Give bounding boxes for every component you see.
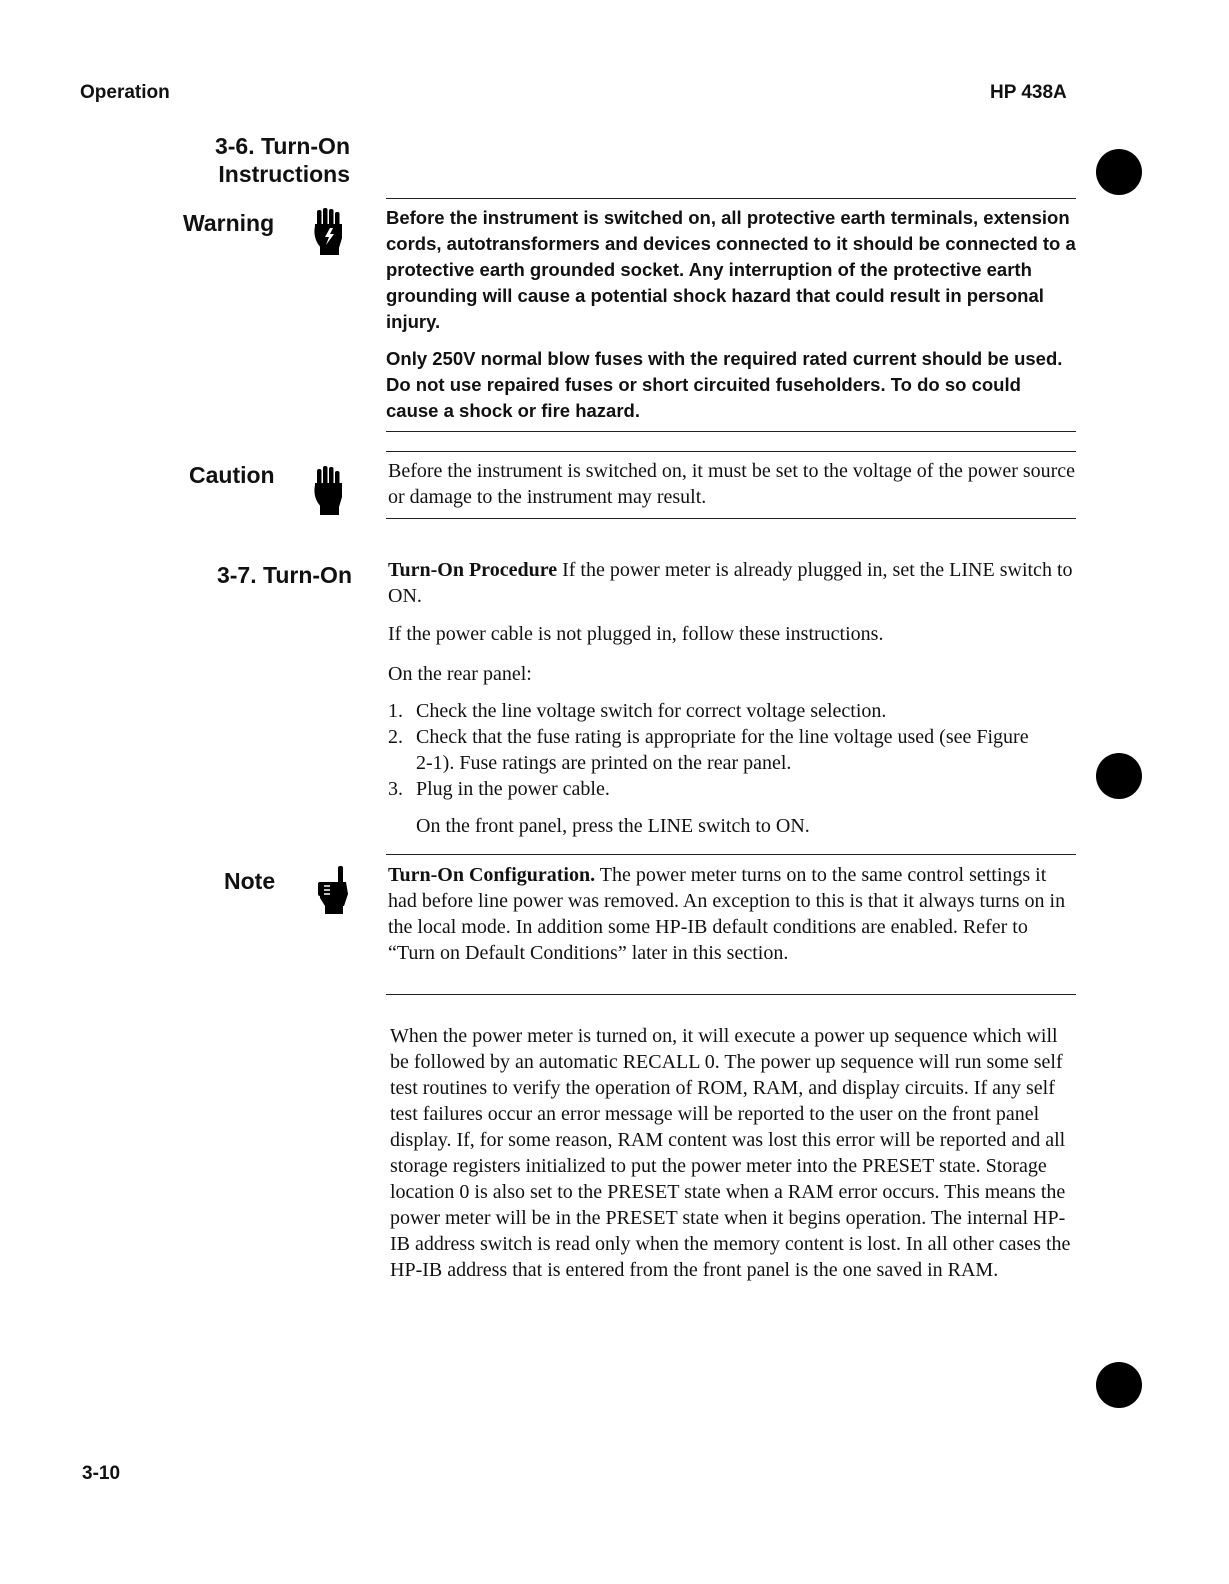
- note-paragraph: [388, 862, 1078, 966]
- section-title-line1: 3-6. Turn-On: [214, 133, 350, 159]
- running-header-model: HP 438A: [990, 82, 1067, 103]
- turn-on-procedure-paragraph: [388, 557, 1078, 609]
- warning-bottom-rule: [386, 431, 1076, 432]
- caution-bottom-rule: [386, 518, 1076, 519]
- note-heading: Turn-On Configuration.: [388, 864, 596, 886]
- warning-top-rule: [386, 198, 1076, 199]
- section-3-7-title: 3-7. Turn-On: [216, 562, 352, 588]
- binder-hole-top: [1096, 149, 1142, 195]
- warning-paragraph-2: Only 250V normal blow fuses with the required rated current should be used. Do not use repaired fuses or short circuited fuseholders. To do so could cause a shock or fire hazard.: [386, 348, 1063, 421]
- power-up-sequence-paragraph: When the power meter is turned on, it will execute a power up sequence which will be followed by an automatic RECALL 0. The power up sequence will run some self test routines to verify the operation of ROM, RAM, and display circuits. If any self test failures occur an error message will be reported to the user on the front panel display. If, for some reason, RAM content was lost this error will be reported and all storage registers initialized to put the power meter into the PRESET state. Storage location 0 is also set to the PRESET state when a RAM error occurs. This means the power meter will be in the PRESET state when it begins operation. The internal HP-IB address switch is read only when the memory content is lost. In all other cases the HP-IB address that is entered from the front panel is the one saved in RAM.: [390, 1025, 1071, 1281]
- note-bottom-rule: [386, 994, 1076, 995]
- list-item: 3. Plug in the power cable.: [388, 778, 610, 800]
- list-item: 2. Check that the fuse rating is appropriate for the line voltage used (see Figure 2-1). Fuse ratings are printed on the rear panel.: [388, 726, 1029, 774]
- hand-lightning-icon: [312, 208, 346, 261]
- caution-label: Caution: [189, 462, 275, 488]
- warning-paragraph-1: Before the instrument is switched on, all protective earth terminals, extension cords, autotransformers and devices connected to it should be connected to a protective earth grounded socket. Any interruption of the protective earth grounding will cause a potential shock hazard that could result in personal injury.: [386, 207, 1076, 332]
- rear-panel-steps: [388, 698, 1048, 802]
- note-text: The power meter turns on to the same control settings it had before line power was removed. An exception to this is that it always turns on in the local mode. In addition some HP-IB default conditions are enabled. Refer to “Turn on Default Conditions” later in this section.: [388, 864, 1066, 964]
- note-top-rule: [386, 854, 1076, 855]
- not-plugged-paragraph: If the power cable is not plugged in, follow these instructions.: [388, 623, 884, 645]
- hand-stop-icon: [312, 466, 346, 521]
- page-number: 3-10: [82, 1463, 121, 1484]
- section-title-line2: Instructions: [218, 161, 350, 187]
- hand-pointing-icon: [316, 866, 352, 921]
- binder-hole-bottom: [1096, 1362, 1142, 1408]
- rear-panel-label: On the rear panel:: [388, 663, 532, 685]
- section-3-6-title: [150, 132, 350, 188]
- caution-text: Before the instrument is switched on, it must be set to the voltage of the power source or damage to the instrument may result.: [388, 460, 1076, 508]
- note-label: Note: [224, 868, 276, 894]
- procedure-text: If the power meter is already plugged in, set the LINE switch to ON.: [388, 559, 1073, 607]
- caution-top-rule: [386, 451, 1076, 452]
- binder-hole-middle: [1096, 753, 1142, 799]
- procedure-heading: Turn-On Procedure: [388, 559, 558, 581]
- warning-label: Warning: [183, 210, 275, 236]
- list-item: 1. Check the line voltage switch for correct voltage selection.: [388, 700, 887, 722]
- front-panel-instruction: On the front panel, press the LINE switch to ON.: [416, 815, 810, 837]
- running-header-section: Operation: [80, 82, 170, 103]
